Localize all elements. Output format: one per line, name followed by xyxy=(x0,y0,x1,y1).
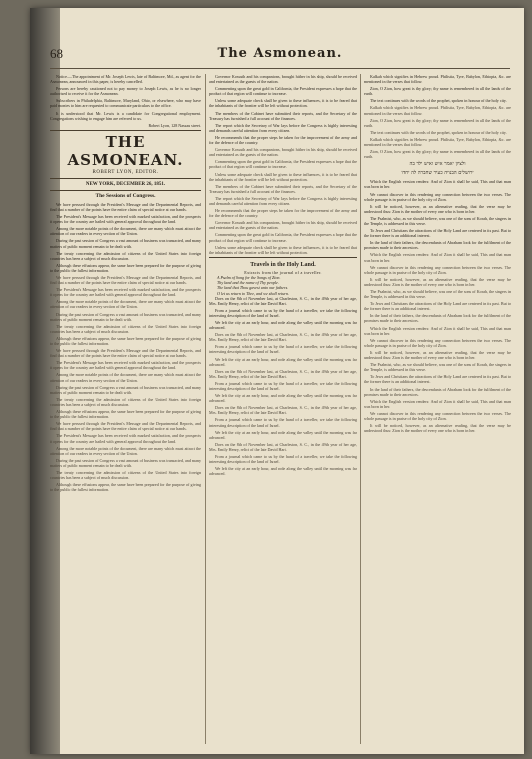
article-paragraph: Which the English version renders: And of Zion it shall be said, This and that man was born in her. xyxy=(364,179,511,190)
article-paragraph: Zion, O Zion, how great is thy glory; thy name is remembered in all the lands of the earth. xyxy=(364,86,511,97)
article-paragraph: The Psalmist, who, as we should believe, was one of the sons of Korah, the singers in the Temple, is addressed in this verse. xyxy=(364,215,511,226)
continued-text: Does on the 8th of November last, at Charleston, S. C., in the 49th year of her age, Mrs. Emily Henry, relict of the late David Hart. From a journal which came to us by the hand of a traveller, we take the following interesting description of the land of Israel. We left the city at an early hour, and rode along the valley until the morning was far advanced. Does on the 8th of November last, at Charleston, S. C., in the 49th year of her age, Mrs. Emily Henry, relict of the late David Hart. From a journal which came to us by the hand of a traveller, we take the following interesting description of the land of Israel. We left the city at an early hour, and rode along the valley until the morning was far advanced. Does on the 8th of November last, at Charleston, S. C., in the 49th year of her age, Mrs. Emily Henry, relict of the late David Hart. From a journal which came to us by the hand of a traveller, we take the following interesting description of the land of Israel. We left the city at an early hour, and rode along the valley until the morning was far advanced. Does on the 8th of November last, at Charleston, S. C., in the 49th year of her age, Mrs. Emily Henry, relict of the late David Hart. From a journal which came to us by the hand of a traveller, we take the following interesting description of the land of Israel. We left the city at an early hour, and rode along the valley until the morning was far advanced. xyxy=(209,332,357,477)
poem-line: Thy land and the name of Thy people. xyxy=(217,280,279,286)
poem-line: O let us return to Thee, and we shall return. xyxy=(217,290,289,296)
page-header xyxy=(50,46,510,69)
hebrew-verse: ולציון יאמר איש ואיש ילד בה xyxy=(409,161,466,168)
article-paragraph: The President's Message has been received with marked satisfaction, and the prospects it opens for the country are hailed with general approval throughout the land. xyxy=(50,214,201,225)
continued-text: Which the English version renders: And of Zion it shall be said, This and that man was born in her. We cannot discover in this rendering any connection between the two verses. The whole passage is in praise of the holy city of Zion. It will be noticed, however, as an alternative reading, that the verse may be understood thus: Zion is the mother of every one who is born in her. The Psalmist, who, as we should believe, was one of the sons of Korah, the singers in the Temple, is addressed in this verse. To Jews and Christians the attractions of the Holy Land are centered in its past. But to the former there is an additional interest. In the land of their fathers, the descendants of Abraham look for the fulfilment of the promises made to their ancestors. Which the English version renders: And of Zion it shall be said, This and that man was born in her. We cannot discover in this rendering any connection between the two verses. The whole passage is in praise of the holy city of Zion. It will be noticed, however, as an alternative reading, that the verse may be understood thus: Zion is the mother of every one who is born in her. The Psalmist, who, as we should believe, was one of the sons of Korah, the singers in the Temple, is addressed in this verse. To Jews and Christians the attractions of the Holy Land are centered in its past. But to the former there is an additional interest. In the land of their fathers, the descendants of Abraham look for the fulfilment of the promises made to their ancestors. Which the English version renders: And of Zion it shall be said, This and that man was born in her. We cannot discover in this rendering any connection between the two verses. The whole passage is in praise of the holy city of Zion. It will be noticed, however, as an alternative reading, that the verse may be understood thus: Zion is the mother of every one who is born in her. xyxy=(364,252,511,434)
article-paragraph: Kalkah which signifies in Hebrew proud. Philistia, Tyre, Babylon, Ethiopia, &c. are mentioned in the verses that follow. xyxy=(364,74,511,85)
article-paragraph: From a journal which came to us by the hand of a traveller, we take the following interesting description of the land of Israel. xyxy=(209,307,357,318)
continued-text: Kalkah which signifies in Hebrew proud. Philistia, Tyre, Babylon, Ethiopia, &c. are mentioned in the verses that follow. Zion, O Zion, how great is thy glory; thy name is remembered in all the lands of the earth. The text continues with the words of the prophet, spoken in honour of the holy city. Kalkah which signifies in Hebrew proud. Philistia, Tyre, Babylon, Ethiopia, &c. are mentioned in the verses that follow. Zion, O Zion, how great is thy glory; thy name is remembered in all the lands of the earth. xyxy=(364,105,511,160)
article-title: The Sessions of Congress. xyxy=(95,192,156,199)
newspaper-page xyxy=(30,8,524,754)
paper-title: THE ASMONEAN. xyxy=(67,132,184,169)
hebrew-verse: ירושלים הבנויה כעיר שחברה לה יחדו xyxy=(401,170,474,177)
poem-line: A Psalm of Song for the Songs of Zion. xyxy=(217,275,281,281)
text-columns xyxy=(50,74,510,744)
divider xyxy=(209,257,357,258)
editor-line: ROBERT LYON, EDITOR. xyxy=(92,169,159,175)
section-title: Travels in the Holy Land. xyxy=(250,261,316,268)
article-paragraph: During the past session of Congress a vast amount of business was transacted, and many matters of public moment remain to be dealt with. xyxy=(50,238,201,249)
signature: Robert Lyon, 128 Nassau street. xyxy=(148,122,201,128)
page-number: 68 xyxy=(50,46,63,61)
divider xyxy=(50,190,201,191)
article-paragraph: The treaty concerning the admission of citizens of the United States into foreign countries has been a subject of much discussion. xyxy=(50,250,201,261)
article-paragraph: Does on the 8th of November last, at Charleston, S. C., in the 49th year of her age, Mrs. Emily Henry, relict of the late David Hart. xyxy=(209,295,357,306)
notice-paragraph: Notice.—The appointment of Mr. Joseph Lewis, late of Baltimore, Md., as agent for the Asmonean, announced in this paper, is hereby cancelled. xyxy=(50,74,201,85)
article-paragraph: Among the more notable points of the document, there are many which must attract the attention of our readers in every section of the Union. xyxy=(50,226,201,237)
column-3 xyxy=(360,74,511,744)
notice-paragraph: Subscribers in Philadelphia, Baltimore, Maryland, Ohio, or elsewhere, who may have paid monies to him are requested to communicate particulars to the office. xyxy=(50,98,201,109)
article-paragraph: It will be noticed, however, as an alternative reading, that the verse may be understood thus: Zion is the mother of every one who is born in her. xyxy=(364,203,511,214)
column-2 xyxy=(205,74,357,744)
article-paragraph: We left the city at an early hour, and rode along the valley until the morning was far advanced. xyxy=(209,319,357,331)
article-paragraph: Governor Kossuth and his companions, brought hither in his ship, should be received and entertained as the guests of the nation. xyxy=(209,74,357,85)
masthead-title: The Asmonean. xyxy=(217,46,343,61)
article-paragraph: We have perused through the President's Message and the Departmental Reports, and find that a number of the points have the entire claim of special notice at our hands. xyxy=(50,201,201,212)
divider xyxy=(50,178,201,179)
continued-text: We have perused through the President's Message and the Departmental Reports, and find that a number of the points have the entire claim of special notice at our hands. The President's Message has been received with marked satisfaction, and the prospects it opens for the country are hailed with general approval throughout the land. Among the more notable points of the document, there are many which must attract the attention of our readers in every section of the Union. During the past session of Congress a vast amount of business was transacted, and many matters of public moment remain to be dealt with. The treaty concerning the admission of citizens of the United States into foreign countries has been a subject of much discussion. Although these effusions appear, the same have been prepared for the purpose of giving to the public the fullest information. We have perused through the President's Message and the Departmental Reports, and find that a number of the points have the entire claim of special notice at our hands. The President's Message has been received with marked satisfaction, and the prospects it opens for the country are hailed with general approval throughout the land. Among the more notable points of the document, there are many which must attract the attention of our readers in every section of the Union. During the past session of Congress a vast amount of business was transacted, and many matters of public moment remain to be dealt with. The treaty concerning the admission of citizens of the United States into foreign countries has been a subject of much discussion. Although these effusions appear, the same have been prepared for the purpose of giving to the public the fullest information. We have perused through the President's Message and the Departmental Reports, and find that a number of the points have the entire claim of special notice at our hands. The President's Message has been received with marked satisfaction, and the prospects it opens for the country are hailed with general approval throughout the land. Among the more notable points of the document, there are many which must attract the attention of our readers in every section of the Union. During the past session of Congress a vast amount of business was transacted, and many matters of public moment remain to be dealt with. The treaty concerning the admission of citizens of the United States into foreign countries has been a subject of much discussion. Although these effusions appear, the same have been prepared for the purpose of giving to the public the fullest information. xyxy=(50,274,201,493)
notice-paragraph: It is understood that Mr. Lewis is a candidate for Congregational employment. Congregations wishing to engage him are referred to us. xyxy=(50,110,201,121)
continued-text: Governor Kossuth and his companions, brought hither in his ship, should be received and entertained as the guests of the nation. Commenting upon the great gold in California, the President expresses a hope that the product of that region will continue to increase. Unless some adequate check shall be given to these influences, it is to be feared that the inhabitants of the frontier will be left without protection. The members of the Cabinet have submitted their reports, and the Secretary of the Treasury has furnished a full account of the finances. The report which the Secretary of War lays before the Congress is highly interesting and demands careful attention from every citizen. He recommends that the proper steps be taken for the improvement of the army and for the defence of the country. Governor Kossuth and his companions, brought hither in his ship, should be received and entertained as the guests of the nation. Commenting upon the great gold in California, the President expresses a hope that the product of that region will continue to increase. Unless some adequate check shall be given to these influences, it is to be feared that the inhabitants of the frontier will be left without protection. xyxy=(209,147,357,255)
divider xyxy=(50,130,201,131)
column-1 xyxy=(50,74,201,744)
dateline: NEW YORK, DECEMBER 26, 1851. xyxy=(85,181,166,187)
article-paragraph: Although these effusions appear, the same have been prepared for the purpose of giving to the public the fullest information. xyxy=(50,262,201,273)
article-paragraph: The report which the Secretary of War lays before the Congress is highly interesting and demands careful attention from every citizen. xyxy=(209,122,357,133)
article-paragraph: In the land of their fathers, the descendants of Abraham look for the fulfilment of the promises made to their ancestors. xyxy=(364,240,511,251)
article-paragraph: Commenting upon the great gold in California, the President expresses a hope that the product of that region will continue to increase. xyxy=(209,86,357,97)
article-paragraph: He recommends that the proper steps be taken for the improvement of the army and for the defence of the country. xyxy=(209,134,357,146)
section-subtitle: Extracts from the journal of a traveller. xyxy=(244,269,322,275)
poem-line: The land that Thou gavest unto our fathers. xyxy=(217,285,289,291)
poem-block xyxy=(209,275,357,295)
article-paragraph: Unless some adequate check shall be given to these influences, it is to be feared that the inhabitants of the frontier will be left without protection. xyxy=(209,98,357,109)
article-paragraph: The members of the Cabinet have submitted their reports, and the Secretary of the Treasury has furnished a full account of the finances. xyxy=(209,110,357,121)
article-paragraph: To Jews and Christians the attractions of the Holy Land are centered in its past. But to the former there is an additional interest. xyxy=(364,228,511,239)
notice-paragraph: Persons are hereby cautioned not to pay money to Joseph Lewis, as he is no longer authorised to receive it for the Asmonean. xyxy=(50,86,201,97)
article-paragraph: The text continues with the words of the prophet, spoken in honour of the holy city. xyxy=(370,98,507,104)
article-paragraph: We cannot discover in this rendering any connection between the two verses. The whole passage is in praise of the holy city of Zion. xyxy=(364,191,511,202)
